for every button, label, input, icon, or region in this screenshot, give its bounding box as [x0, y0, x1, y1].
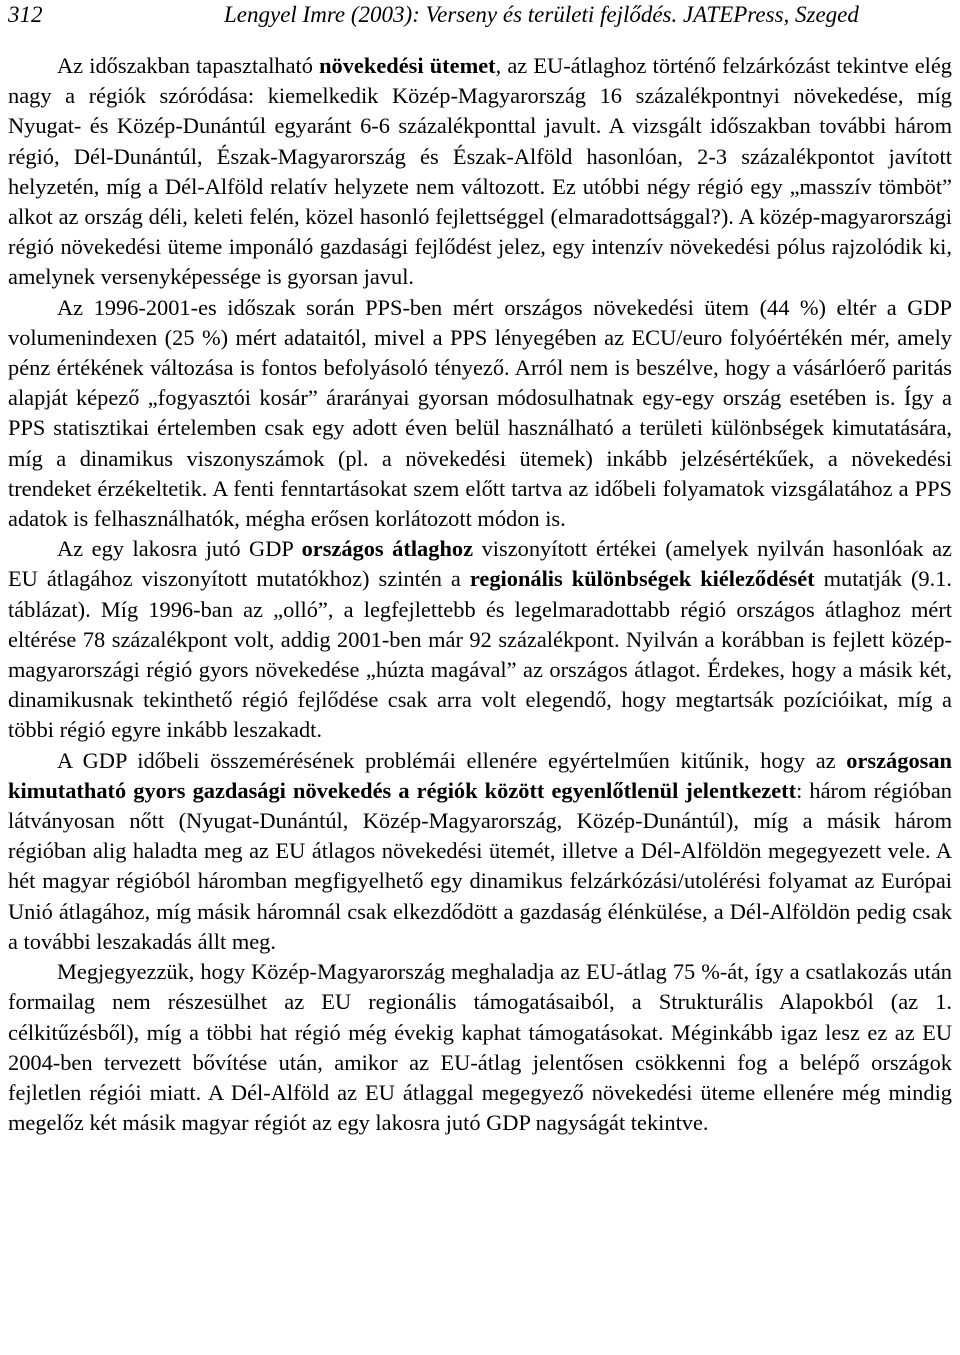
- text-run: : három régióban látványosan nőtt (Nyugat-Dunántúl, Közép-Magyarország, Közép-Dunántúl), míg a másik három régióban alig haladta meg az EU átlagos növekedési ütemét, illetve a Dél-Alföldön megegyezett vele. A hét magyar régióból háromban megfigyelhető egy dinamikus felzárkózási/utolérési folyamat az Európai Unió átlagához, míg másik háromnál csak elkezdődött a gazdaság élénkülése, a Dél-Alföldön pedig csak a további leszakadás állt meg.: [8, 777, 952, 954]
- page-number: 312: [8, 2, 43, 27]
- running-title: Lengyel Imre (2003): Verseny és területi fejlődés. JATEPress, Szeged: [224, 2, 859, 27]
- paragraph-2: [8, 293, 952, 535]
- text-run: A GDP időbeli összemérésének problémái ellenére egyértelműen kitűnik, hogy az: [57, 747, 847, 773]
- text-run: Az 1996-2001-es időszak során PPS-ben mért országos növekedési ütem (44 %) eltér a GDP volumenindexen (25 %) mért adataitól, mivel a PPS lényegében az ECU/euro folyóértékén mér, amely pénz értékének változása is fontos befolyásoló tényező. Arról nem is beszélve, hogy a vásárlóerő paritás alapját képező „fogyasztói kosár” árarányai gyorsan módosulhatnak egy-egy ország esetében is. Így a PPS statisztikai értelemben csak egy adott éven belül használható a területi különbségek kimutatására, míg a dinamikus viszonyszámok (pl. a növekedési ütemek) inkább jelzésértékűek, a növekedési trendeket érzékeltetik. A fenti fenntartásokat szem előtt tartva az időbeli folyamatok vizsgálatához a PPS adatok is felhasználhatók, mégha erősen korlátozott módon is.: [8, 294, 952, 532]
- emphasis-gyors-novekedes: országosan kimutatható gyors gazdasági növekedés a régiók között egyenlőtlenül jelentkezett: [8, 747, 952, 803]
- emphasis-nov-utemet: növekedési ütemet: [319, 53, 496, 78]
- text-run: Az egy lakosra jutó GDP: [57, 536, 302, 562]
- text-run: , az EU-átlaghoz történő felzárkózást tekintve elég nagy a régiók szóródása: kiemelkedik Közép-Magyarország 16 százalékpontnyi növekedése, míg Nyugat- és Közép-Dunántúl egyaránt 6-6 százalékponttal javult. A vizsgált időszakban további három régió, Dél-Dunántúl, Észak-Magyarország és Észak-Alföld hasonlóan, 2-3 százalékpontot javított helyzetén, míg a Dél-Alföld relatív helyzete nem változott. Ez utóbbi négy régió egy „masszív tömböt” alkot az ország déli, keleti felén, közel hasonló fejlettséggel (elmaradottsággal?). A közép-magyarországi régió növekedési üteme imponáló gazdasági fejlődést jelez, egy intenzív növekedési pólus rajzolódik ki, amelynek versenyképessége is gyorsan javul.: [8, 53, 952, 290]
- paragraph-1: [8, 51, 952, 293]
- text-run: Az időszakban tapasztalható: [57, 53, 320, 78]
- paragraph-5: [8, 957, 952, 1138]
- running-header: [8, 0, 952, 32]
- emphasis-orszagos-atlaghoz: országos átlaghoz: [301, 536, 474, 562]
- text-run: viszonyított értékei (amelyek nyilván hasonlóak az EU átlagához viszonyított mutatókhoz) szintén a: [8, 536, 952, 592]
- emphasis-regionalis-kulonbsegek: regionális különbségek kiéleződését: [469, 566, 815, 592]
- body-text: [8, 51, 952, 1138]
- text-run: Megjegyezzük, hogy Közép-Magyarország meghaladja az EU-átlag 75 %-át, így a csatlakozás után formailag nem részesülhet az EU regionális támogatásaiból, a Strukturális Alapokból (az 1. célkitűzésből), míg a többi hat régió még évekig kaphat támogatásokat. Méginkább igaz lesz ez az EU 2004-ben tervezett bővítése után, amikor az EU-átlag jelentősen csökkenni fog a belépő országok fejletlen régiói miatt. A Dél-Alföld az EU átlaggal megegyező növekedési üteme ellenére még mindig megelőz két másik magyar régiót az egy lakosra jutó GDP nagyságát tekintve.: [8, 959, 952, 1136]
- document-page: [8, 0, 952, 1138]
- paragraph-3: [8, 534, 952, 745]
- paragraph-4: [8, 746, 952, 957]
- text-run: mutatják (9.1. táblázat). Míg 1996-ban az „olló”, a legfejlettebb és legelmaradottabb régió országos átlaghoz mért eltérése 78 százalékpont volt, addig 2001-ben már 92 százalékpont. Nyilván a korábban is fejlett közép-magyarországi régió gyors növekedése „húzta magával” az országos átlagot. Érdekes, hogy a másik két, dinamikusnak tekinthető régió fejlődése csak arra volt elegendő, hogy megtartsák pozícióikat, míg a többi régió egyre inkább leszakadt.: [8, 566, 952, 743]
